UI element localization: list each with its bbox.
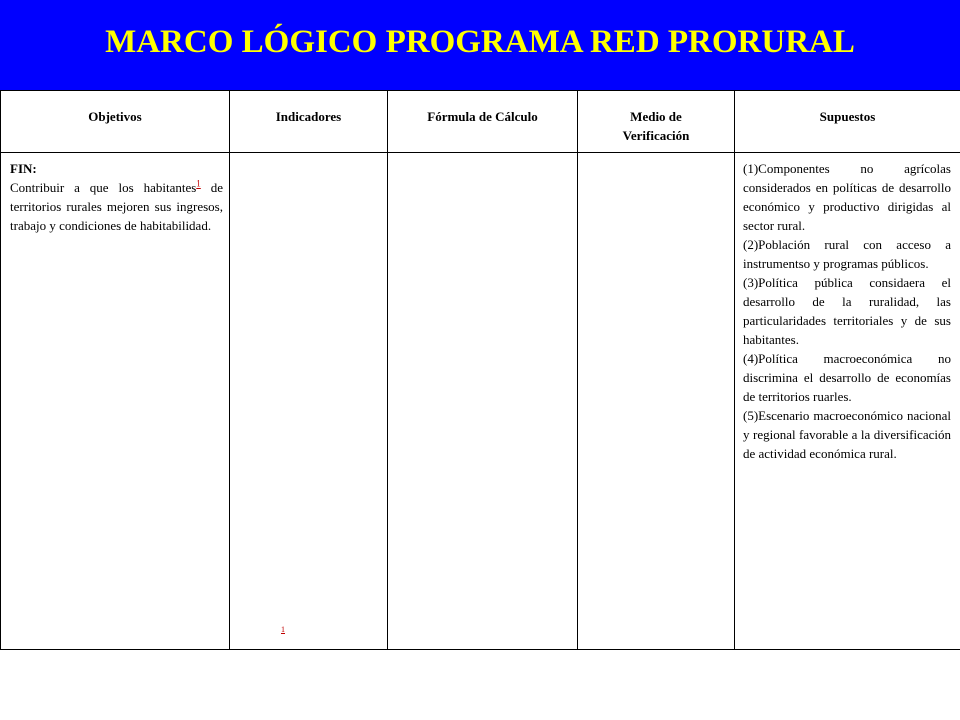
logical-framework-table xyxy=(0,90,960,650)
header-medio-verificacion: Medio de Verificación xyxy=(578,91,735,153)
cell-medio-verificacion xyxy=(578,153,735,650)
supuesto-item-3: (3)Política pública considaera el desarrollo de la ruralidad, las particularidades territoriales y de sus habitantes. xyxy=(743,275,951,347)
fin-label: FIN: xyxy=(10,161,37,176)
supuesto-item-5: (5)Escenario macroeconómico nacional y regional favorable a la diversificación de actividad económica rural. xyxy=(743,408,951,461)
title-banner xyxy=(0,0,960,90)
fin-text-after: de territorios rurales mejoren sus ingresos, trabajo y condiciones de habitabilidad. xyxy=(10,180,223,233)
cell-objetivo-fin xyxy=(1,153,230,650)
fin-row xyxy=(1,153,960,650)
supuesto-item-4: (4)Política macroeconómica no discrimina el desarrollo de economías de territorios ruarles. xyxy=(743,351,951,404)
cell-supuestos xyxy=(735,153,960,650)
supuestos-list xyxy=(743,159,951,463)
header-indicadores: Indicadores xyxy=(230,91,388,153)
footnote-link[interactable]: 1 xyxy=(196,178,201,189)
supuesto-item-1: (1)Componentes no agrícolas considerados en políticas de desarrollo económico y productivo dirigidas al sector rural. xyxy=(743,161,951,233)
header-supuestos: Supuestos xyxy=(735,91,960,153)
page-title: MARCO LÓGICO PROGRAMA RED PRORURAL xyxy=(105,24,855,60)
supuesto-item-2: (2)Población rural con acceso a instrumentso y programas públicos. xyxy=(743,237,951,271)
header-row xyxy=(1,91,960,153)
header-formula: Fórmula de Cálculo xyxy=(388,91,578,153)
cell-indicadores xyxy=(230,153,388,650)
fin-text-before: Contribuir a que los habitantes xyxy=(10,180,197,195)
footnote-mark[interactable]: 1 xyxy=(281,625,285,634)
cell-formula xyxy=(388,153,578,650)
header-objetivos: Objetivos xyxy=(1,91,230,153)
